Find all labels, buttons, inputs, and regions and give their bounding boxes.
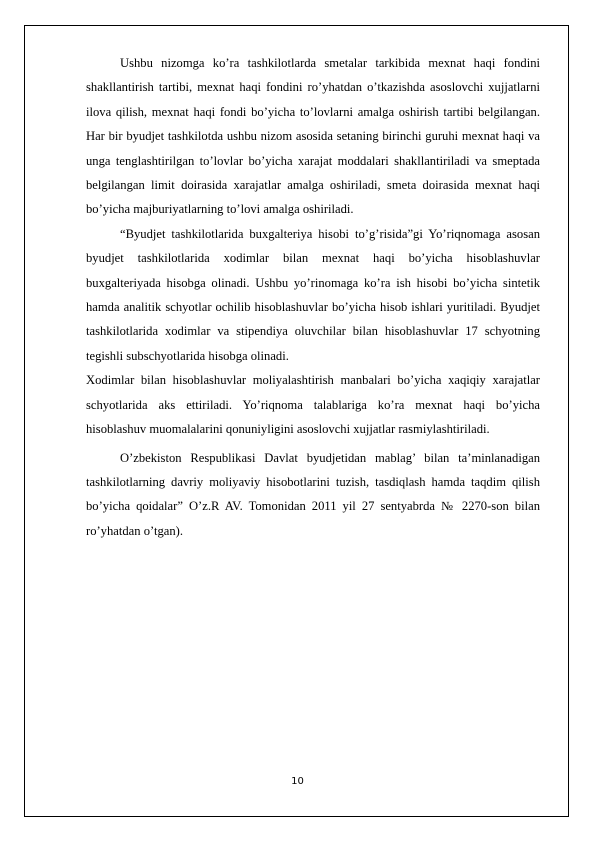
paragraph-1: Ushbu nizomga ko’ra tashkilotlarda smetalar tarkibida mexnat haqi fondini shakllantirish tartibi, mexnat haqi fondini ro’yhatdan o’tkazishda asoslovchi xujjatlarni ilova qilish, mexnat haqi fondi bo’yicha to’lovlarni amalga oshirish tartibi belgilangan. Har bir byudjet tashkilotda ushbu nizom asosida setaning birinchi guruhi mexnat haqi va unga tenglashtirilgan to’lovlar bo’yicha xarajat moddalari shakllantiriladi va smeptada belgilangan limit doirasida xarajatlar amalga oshiriladi, smeta doirasida mexnat haqi bo’yicha majburiyatlarning to’lovi amalga oshiriladi. — [86, 56, 540, 217]
paragraph-3: Xodimlar bilan hisoblashuvlar moliyalashtirish manbalari bo’yicha xaqiqiy xarajatlar schyotlarida aks ettiriladi. Yo’riqnoma talablariga ko’ra mexnat haqi bo’yicha hisoblashuv muomalalarini qonuniyligini asoslovchi xujjatlar rasmiylashtiriladi. — [86, 373, 540, 437]
paragraph-2: “Byudjet tashkilotlarida buxgalteriya hisobi to’g’risida”gi Yo’riqnomaga asosan byudjet tashkilotlarida xodimlar bilan mexnat haqi bo’yicha hisoblashuvlar buxgalteriyada hisobga olinadi. Ushbu yo’rinomaga ko’ra ish hisobi bo’yicha sintetik hamda analitik schyotlar ochilib hisoblashuvlar bo’yicha hisob ishlari yuritiladi. Byudjet tashkilotlarida xodimlar va stipendiya oluvchilar bilan hisoblashuvlar 17 schyotning tegishli subschyotlarida hisobga olinadi. — [86, 226, 540, 363]
page-number: 10 — [291, 776, 304, 787]
document-body — [86, 51, 540, 543]
paragraph-4: O’zbekiston Respublikasi Davlat byudjetidan mablag’ bilan ta’minlanadigan tashkilotlarning davriy moliyaviy hisobotlarini tuzish, tasdiqlash hamda taqdim qilish bo’yicha qoidalar” O’z.R AV. Tomonidan 2011 yil 27 sentyabrda № 2270-son bilan ro’yhatdan o’tgan). — [86, 450, 540, 538]
